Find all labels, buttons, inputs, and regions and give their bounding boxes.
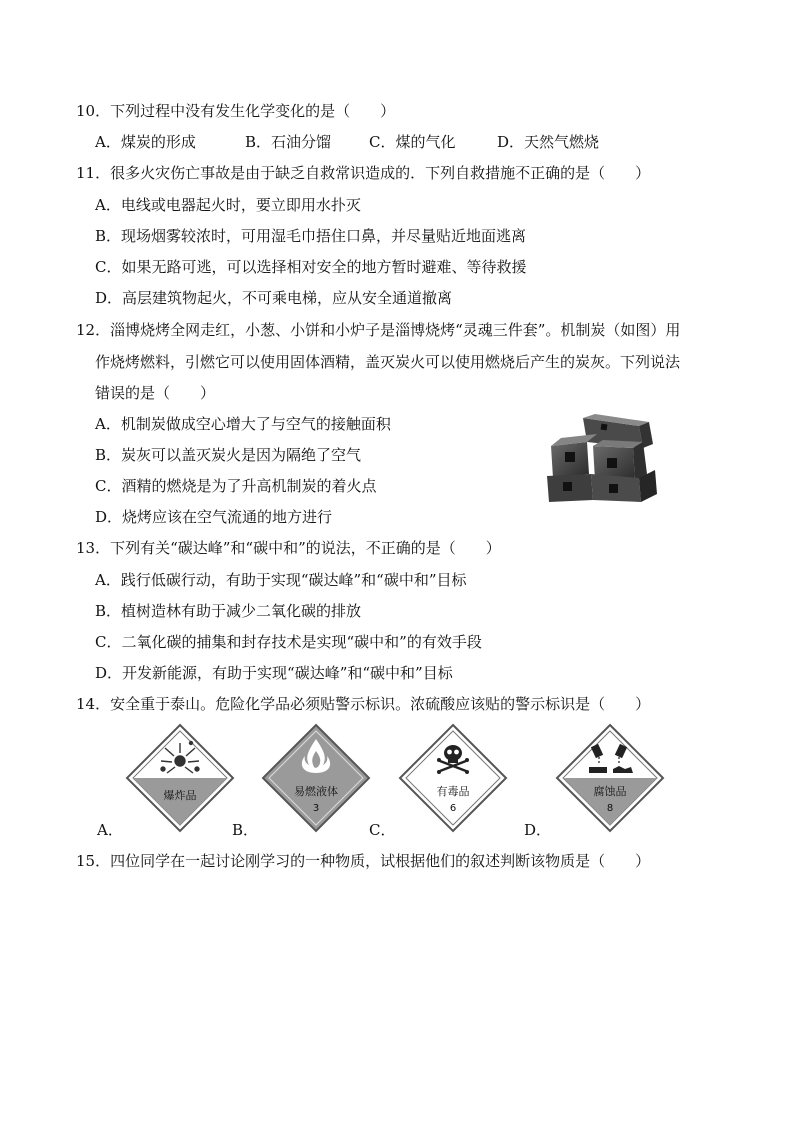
- q10-option-c: C．煤的气化: [369, 133, 456, 151]
- q13-option-d: D．开发新能源，有助于实现“碳达峰”和“碳中和”目标: [95, 664, 453, 682]
- q11-stem: 11．很多火灾伤亡事故是由于缺乏自救常识造成的．下列自救措施不正确的是（ ）: [76, 164, 651, 182]
- q14-stem: 14．安全重于泰山。危险化学品必须贴警示标识。浓硫酸应该贴的警示标识是（ ）: [76, 695, 651, 713]
- q10-stem: 10．下列过程中没有发生化学变化的是（ ）: [76, 102, 396, 120]
- sign-d-number: 8: [606, 803, 614, 814]
- sign-c-number: 6: [449, 803, 457, 814]
- q10-option-b: B．石油分馏: [245, 133, 332, 151]
- flammable-liquid-warning-sign: [261, 723, 371, 833]
- explosive-warning-sign: [125, 723, 235, 833]
- q11-option-a: A．电线或电器起火时，要立即用水扑灭: [95, 196, 361, 214]
- sign-a-text: 爆炸品: [163, 789, 197, 802]
- q12-stem-line-1: 12．淄博烧烤全网走红，小葱、小饼和小炉子是淄博烧烤“灵魂三件套”。机制炭（如图）用: [76, 321, 681, 339]
- q10-options: [95, 132, 599, 152]
- q11-option-d: D．高层建筑物起火，不可乘电梯，应从安全通道撤离: [95, 289, 453, 307]
- q10-option-d: D．天然气燃烧: [497, 133, 600, 151]
- q14-option-a-letter: A．: [97, 821, 123, 839]
- q11-option-b: B．现场烟雾较浓时，可用湿毛巾捂住口鼻，并尽量贴近地面逃离: [95, 227, 527, 245]
- q14-option-b-letter: B．: [232, 821, 259, 839]
- sign-b-text: 易燃液体: [294, 785, 338, 798]
- q13-stem: 13．下列有关“碳达峰”和“碳中和”的说法，不正确的是（ ）: [76, 539, 501, 557]
- q12-option-a: A．机制炭做成空心增大了与空气的接触面积: [95, 415, 391, 433]
- toxic-warning-sign: [398, 723, 508, 833]
- q14-option-d-letter: D．: [524, 821, 552, 839]
- sign-b-number: 3: [312, 803, 320, 814]
- q12-option-c: C．酒精的燃烧是为了升高机制炭的着火点: [95, 477, 377, 495]
- q12-stem-line-3: 错误的是（ ）: [95, 384, 216, 402]
- q14-option-c-letter: C．: [369, 821, 396, 839]
- q12-option-d: D．烧烤应该在空气流通的地方进行: [95, 508, 333, 526]
- q12-stem-line-2: 作烧烤燃料，引燃它可以使用固体酒精，盖灭炭火可以使用燃烧后产生的炭灰。下列说法: [95, 353, 681, 371]
- q15-stem: 15．四位同学在一起讨论刚学习的一种物质，试根据他们的叙述判断该物质是（ ）: [76, 852, 651, 870]
- q10-option-a: A．煤炭的形成: [95, 133, 196, 151]
- corrosive-warning-sign: [555, 723, 665, 833]
- q12-option-b: B．炭灰可以盖灭炭火是因为隔绝了空气: [95, 446, 362, 464]
- q13-option-c: C．二氧化碳的捕集和封存技术是实现“碳中和”的有效手段: [95, 633, 482, 651]
- q11-option-c: C．如果无路可逃，可以选择相对安全的地方暂时避难、等待救援: [95, 258, 527, 276]
- charcoal-briquette-image: [543, 412, 661, 504]
- sign-c-text: 有毒品: [436, 785, 470, 798]
- sign-d-text: 腐蚀品: [593, 785, 627, 798]
- q13-option-a: A．践行低碳行动，有助于实现“碳达峰”和“碳中和”目标: [95, 571, 467, 589]
- q13-option-b: B．植树造林有助于减少二氧化碳的排放: [95, 602, 362, 620]
